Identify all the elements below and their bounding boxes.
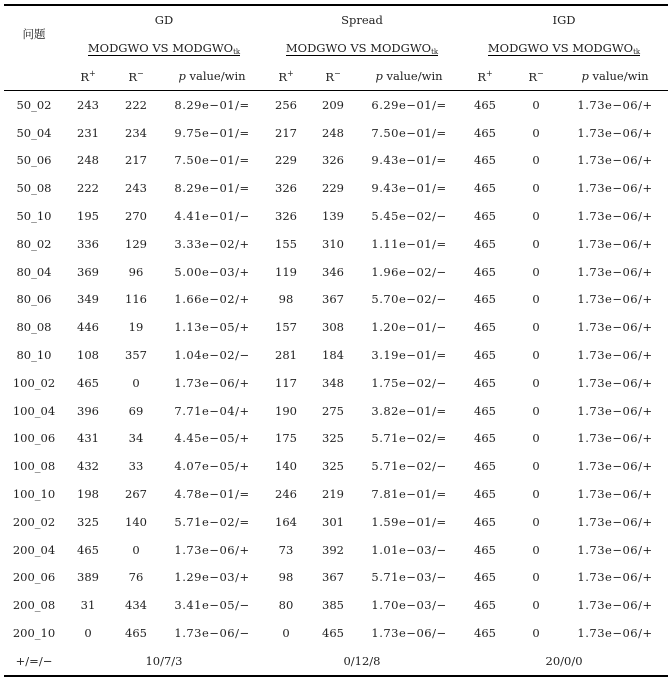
spread-r-plus-cell: 80: [278, 598, 294, 613]
igd-p-value-cell: 1.73e−06/+: [577, 570, 653, 585]
spread-r-plus-cell: 98: [278, 570, 294, 585]
problem-cell: 50_10: [16, 209, 52, 224]
table-row: [4, 619, 668, 647]
gd-r-plus-cell: 0: [84, 626, 92, 641]
spread-r-minus-cell: 346: [322, 264, 344, 279]
gd-r-plus-cell: 369: [77, 264, 99, 279]
gd-p-value-cell: 1.73e−06/+: [174, 375, 250, 390]
gd-r-minus-cell: 234: [125, 125, 147, 140]
problem-cell: 100_04: [12, 403, 56, 418]
spread-p-value-cell: 7.50e−01/=: [371, 125, 447, 140]
igd-r-plus-cell: 465: [474, 209, 496, 224]
gd-r-plus-cell: 336: [77, 236, 99, 251]
spread-r-minus-cell: 325: [322, 459, 344, 474]
spread-p-value-cell: 1.11e−01/=: [371, 236, 447, 251]
gd-r-plus-cell: 431: [77, 431, 99, 446]
gd-p-value-cell: 9.75e−01/=: [174, 125, 250, 140]
igd-r-plus-cell: 465: [474, 403, 496, 418]
igd-p-value-cell: 1.73e−06/+: [577, 514, 653, 529]
spread-p-value-cell: 7.81e−01/=: [371, 487, 447, 502]
table-row: [4, 508, 668, 536]
spread-r-minus-cell: 301: [322, 514, 344, 529]
spread-r-minus-cell: 325: [322, 431, 344, 446]
col-r-minus: R−: [112, 62, 160, 91]
igd-r-plus-cell: 465: [474, 459, 496, 474]
igd-p-value-cell: 1.73e−06/+: [577, 348, 653, 363]
spread-r-plus-cell: 119: [275, 264, 297, 279]
gd-p-value-cell: 3.33e−02/+: [174, 236, 250, 251]
gd-r-minus-cell: 357: [125, 348, 147, 363]
igd-p-value-cell: 1.73e−06/+: [577, 598, 653, 613]
spread-p-value-cell: 3.82e−01/=: [371, 403, 447, 418]
gd-r-minus-cell: 140: [125, 514, 147, 529]
problem-cell: 50_08: [16, 181, 52, 196]
spread-r-plus-cell: 73: [278, 542, 294, 557]
igd-p-value-cell: 1.73e−06/+: [577, 153, 653, 168]
spread-r-minus-cell: 229: [322, 181, 344, 196]
igd-r-minus-cell: 0: [532, 320, 540, 335]
gd-r-minus-cell: 19: [128, 320, 144, 335]
gd-r-plus-cell: 446: [77, 320, 99, 335]
gd-r-minus-cell: 0: [132, 375, 140, 390]
gd-p-value-cell: 1.04e−02/−: [174, 348, 250, 363]
spread-r-plus-cell: 98: [278, 292, 294, 307]
igd-r-minus-cell: 0: [532, 264, 540, 279]
igd-p-value-cell: 1.73e−06/+: [577, 403, 653, 418]
igd-p-value-cell: 1.73e−06/+: [577, 487, 653, 502]
igd-p-value-cell: 1.73e−06/+: [577, 209, 653, 224]
table-row: [4, 147, 668, 175]
igd-r-minus-cell: 0: [532, 153, 540, 168]
table-row: [4, 452, 668, 480]
spread-r-plus-cell: 157: [275, 320, 297, 335]
problem-cell: 100_10: [12, 487, 56, 502]
gd-r-minus-cell: 434: [125, 598, 147, 613]
gd-p-value-cell: 4.45e−05/+: [174, 431, 250, 446]
igd-r-plus-cell: 465: [474, 626, 496, 641]
spread-r-plus-cell: 256: [275, 97, 297, 112]
table-row: [4, 119, 668, 147]
igd-r-minus-cell: 0: [532, 292, 540, 307]
igd-r-minus-cell: 0: [532, 598, 540, 613]
spread-r-plus-cell: 217: [275, 125, 297, 140]
igd-r-minus-cell: 0: [532, 570, 540, 585]
igd-r-minus-cell: 0: [532, 97, 540, 112]
spread-p-value-cell: 5.71e−03/−: [371, 570, 447, 585]
spread-r-plus-cell: 155: [275, 236, 297, 251]
summary-gd: 10/7/3: [64, 647, 264, 676]
results-table: [4, 4, 668, 677]
igd-p-value-cell: 1.73e−06/+: [577, 626, 653, 641]
gd-r-plus-cell: 389: [77, 570, 99, 585]
gd-r-minus-cell: 222: [125, 97, 147, 112]
spread-r-minus-cell: 465: [322, 626, 344, 641]
summary-spread: 0/12/8: [264, 647, 460, 676]
gd-r-minus-cell: 243: [125, 181, 147, 196]
problem-cell: 200_02: [12, 514, 56, 529]
igd-r-minus-cell: 0: [532, 459, 540, 474]
compare-label-gd: MODGWO VS $MODGWO_{tk}$: [87, 40, 241, 56]
igd-p-value-cell: 1.73e−06/+: [577, 375, 653, 390]
gd-r-plus-cell: 325: [77, 514, 99, 529]
gd-p-value-cell: 7.71e−04/+: [174, 403, 250, 418]
igd-p-value-cell: 1.73e−06/+: [577, 264, 653, 279]
gd-r-minus-cell: 69: [128, 403, 144, 418]
igd-r-plus-cell: 465: [474, 348, 496, 363]
col-p-value: p value/win: [562, 62, 668, 91]
col-p-value: p value/win: [358, 62, 460, 91]
gd-r-minus-cell: 33: [128, 459, 144, 474]
problem-cell: 100_06: [12, 431, 56, 446]
table-row: [4, 536, 668, 564]
problem-cell: 200_08: [12, 598, 56, 613]
spread-r-minus-cell: 219: [322, 487, 344, 502]
col-r-minus: R−: [510, 62, 562, 91]
spread-r-plus-cell: 164: [275, 514, 297, 529]
spread-r-plus-cell: 117: [275, 375, 297, 390]
table-row: [4, 425, 668, 453]
igd-r-plus-cell: 465: [474, 181, 496, 196]
igd-r-minus-cell: 0: [532, 181, 540, 196]
igd-r-minus-cell: 0: [532, 209, 540, 224]
table-body: [4, 91, 668, 647]
gd-p-value-cell: 8.29e−01/=: [174, 181, 250, 196]
igd-p-value-cell: 1.73e−06/+: [577, 292, 653, 307]
igd-p-value-cell: 1.73e−06/+: [577, 320, 653, 335]
table-row: [4, 564, 668, 592]
igd-r-plus-cell: 465: [474, 598, 496, 613]
igd-r-minus-cell: 0: [532, 626, 540, 641]
gd-p-value-cell: 4.78e−01/=: [174, 487, 250, 502]
gd-r-plus-cell: 198: [77, 487, 99, 502]
problem-header: 问题: [4, 5, 64, 62]
spread-r-minus-cell: 184: [322, 348, 344, 363]
gd-r-plus-cell: 396: [77, 403, 99, 418]
igd-r-plus-cell: 465: [474, 431, 496, 446]
spread-r-minus-cell: 308: [322, 320, 344, 335]
problem-cell: 50_02: [16, 97, 52, 112]
table-row: [4, 230, 668, 258]
spread-r-minus-cell: 275: [322, 403, 344, 418]
igd-r-minus-cell: 0: [532, 431, 540, 446]
gd-r-minus-cell: 116: [125, 292, 147, 307]
gd-r-minus-cell: 34: [128, 431, 144, 446]
spread-r-plus-cell: 190: [275, 403, 297, 418]
problem-cell: 50_04: [16, 125, 52, 140]
table-row: [4, 369, 668, 397]
spread-r-minus-cell: 326: [322, 153, 344, 168]
spread-r-minus-cell: 348: [322, 375, 344, 390]
igd-r-minus-cell: 0: [532, 348, 540, 363]
spread-p-value-cell: 5.71e−02/−: [371, 459, 447, 474]
spread-r-minus-cell: 209: [322, 97, 344, 112]
summary-label: +/=/−: [4, 647, 64, 676]
header-group-row: [4, 5, 668, 34]
gd-p-value-cell: 1.73e−06/−: [174, 626, 250, 641]
gd-r-plus-cell: 465: [77, 542, 99, 557]
igd-r-minus-cell: 0: [532, 375, 540, 390]
gd-r-plus-cell: 231: [77, 125, 99, 140]
col-r-plus: R+: [264, 62, 308, 91]
gd-r-minus-cell: 96: [128, 264, 144, 279]
gd-r-minus-cell: 465: [125, 626, 147, 641]
spread-r-minus-cell: 310: [322, 236, 344, 251]
problem-cell: 50_06: [16, 153, 52, 168]
col-p-value: p value/win: [160, 62, 264, 91]
col-r-plus: R+: [64, 62, 112, 91]
gd-p-value-cell: 4.41e−01/−: [174, 209, 250, 224]
spread-p-value-cell: 1.01e−03/−: [371, 542, 447, 557]
igd-r-plus-cell: 465: [474, 542, 496, 557]
gd-r-plus-cell: 243: [77, 97, 99, 112]
table-row: [4, 591, 668, 619]
gd-r-plus-cell: 465: [77, 375, 99, 390]
compare-label-igd: MODGWO VS $MODGWO_{tk}$: [487, 40, 641, 56]
spread-r-plus-cell: 281: [275, 348, 297, 363]
problem-cell: 80_06: [16, 292, 52, 307]
spread-r-plus-cell: 0: [282, 626, 290, 641]
gd-r-minus-cell: 129: [125, 236, 147, 251]
spread-p-value-cell: 6.29e−01/=: [371, 97, 447, 112]
spread-p-value-cell: 1.70e−03/−: [371, 598, 447, 613]
header-compare-row: [4, 34, 668, 62]
spread-p-value-cell: 9.43e−01/=: [371, 153, 447, 168]
igd-p-value-cell: 1.73e−06/+: [577, 125, 653, 140]
problem-cell: 80_10: [16, 348, 52, 363]
spread-p-value-cell: 1.59e−01/=: [371, 514, 447, 529]
spread-r-minus-cell: 367: [322, 570, 344, 585]
gd-r-plus-cell: 108: [77, 348, 99, 363]
igd-r-minus-cell: 0: [532, 514, 540, 529]
spread-p-value-cell: 9.43e−01/=: [371, 181, 447, 196]
spread-p-value-cell: 5.71e−02/=: [371, 431, 447, 446]
gd-p-value-cell: 1.29e−03/+: [174, 570, 250, 585]
igd-r-plus-cell: 465: [474, 125, 496, 140]
igd-r-plus-cell: 465: [474, 514, 496, 529]
igd-r-plus-cell: 465: [474, 487, 496, 502]
gd-r-minus-cell: 267: [125, 487, 147, 502]
igd-r-plus-cell: 465: [474, 570, 496, 585]
gd-r-plus-cell: 222: [77, 181, 99, 196]
gd-p-value-cell: 5.71e−02/=: [174, 514, 250, 529]
gd-r-minus-cell: 76: [128, 570, 144, 585]
igd-r-plus-cell: 465: [474, 264, 496, 279]
gd-p-value-cell: 8.29e−01/=: [174, 97, 250, 112]
table-row: [4, 341, 668, 369]
gd-r-plus-cell: 195: [77, 209, 99, 224]
problem-cell: 200_06: [12, 570, 56, 585]
igd-p-value-cell: 1.73e−06/+: [577, 431, 653, 446]
table-row: [4, 258, 668, 286]
spread-r-minus-cell: 385: [322, 598, 344, 613]
igd-r-minus-cell: 0: [532, 403, 540, 418]
gd-p-value-cell: 1.66e−02/+: [174, 292, 250, 307]
igd-r-plus-cell: 465: [474, 320, 496, 335]
summary-igd: 20/0/0: [460, 647, 668, 676]
problem-cell: 100_02: [12, 375, 56, 390]
gd-r-minus-cell: 270: [125, 209, 147, 224]
spread-r-plus-cell: 175: [275, 431, 297, 446]
table-row: [4, 480, 668, 508]
spread-p-value-cell: 1.75e−02/−: [371, 375, 447, 390]
group-title-igd: IGD: [460, 5, 668, 34]
gd-p-value-cell: 1.73e−06/+: [174, 542, 250, 557]
igd-r-plus-cell: 465: [474, 236, 496, 251]
col-r-minus: R−: [308, 62, 358, 91]
gd-r-plus-cell: 248: [77, 153, 99, 168]
table-row: [4, 286, 668, 314]
spread-p-value-cell: 5.45e−02/−: [371, 209, 447, 224]
igd-p-value-cell: 1.73e−06/+: [577, 542, 653, 557]
spread-r-plus-cell: 326: [275, 209, 297, 224]
spread-r-plus-cell: 326: [275, 181, 297, 196]
problem-cell: 200_04: [12, 542, 56, 557]
problem-cell: 80_04: [16, 264, 52, 279]
igd-p-value-cell: 1.73e−06/+: [577, 97, 653, 112]
table-row: [4, 174, 668, 202]
col-r-plus: R+: [460, 62, 510, 91]
igd-r-plus-cell: 465: [474, 292, 496, 307]
problem-cell: 80_02: [16, 236, 52, 251]
gd-p-value-cell: 4.07e−05/+: [174, 459, 250, 474]
spread-p-value-cell: 1.96e−02/−: [371, 264, 447, 279]
spread-p-value-cell: 1.20e−01/−: [371, 320, 447, 335]
table-row: [4, 202, 668, 230]
spread-p-value-cell: 3.19e−01/=: [371, 348, 447, 363]
table-row: [4, 313, 668, 341]
igd-r-plus-cell: 465: [474, 375, 496, 390]
igd-p-value-cell: 1.73e−06/+: [577, 181, 653, 196]
problem-cell: 100_08: [12, 459, 56, 474]
igd-p-value-cell: 1.73e−06/+: [577, 236, 653, 251]
spread-r-minus-cell: 248: [322, 125, 344, 140]
summary-row: [4, 647, 668, 676]
spread-p-value-cell: 1.73e−06/−: [371, 626, 447, 641]
igd-r-minus-cell: 0: [532, 487, 540, 502]
gd-p-value-cell: 3.41e−05/−: [174, 598, 250, 613]
gd-r-plus-cell: 349: [77, 292, 99, 307]
gd-p-value-cell: 7.50e−01/=: [174, 153, 250, 168]
igd-r-minus-cell: 0: [532, 542, 540, 557]
igd-r-plus-cell: 465: [474, 153, 496, 168]
gd-r-plus-cell: 31: [80, 598, 96, 613]
gd-p-value-cell: 5.00e−03/+: [174, 264, 250, 279]
gd-r-plus-cell: 432: [77, 459, 99, 474]
igd-p-value-cell: 1.73e−06/+: [577, 459, 653, 474]
problem-cell: 200_10: [12, 626, 56, 641]
spread-r-plus-cell: 246: [275, 487, 297, 502]
igd-r-plus-cell: 465: [474, 97, 496, 112]
group-title-spread: Spread: [264, 5, 460, 34]
gd-r-minus-cell: 0: [132, 542, 140, 557]
igd-r-minus-cell: 0: [532, 125, 540, 140]
gd-r-minus-cell: 217: [125, 153, 147, 168]
spread-r-plus-cell: 229: [275, 153, 297, 168]
spread-r-minus-cell: 367: [322, 292, 344, 307]
compare-label-spread: MODGWO VS $MODGWO_{tk}$: [285, 40, 439, 56]
gd-p-value-cell: 1.13e−05/+: [174, 320, 250, 335]
spread-p-value-cell: 5.70e−02/−: [371, 292, 447, 307]
group-title-gd: GD: [64, 5, 264, 34]
spread-r-minus-cell: 139: [322, 209, 344, 224]
table-row: [4, 397, 668, 425]
spread-r-minus-cell: 392: [322, 542, 344, 557]
table-row: [4, 91, 668, 119]
spread-r-plus-cell: 140: [275, 459, 297, 474]
igd-r-minus-cell: 0: [532, 236, 540, 251]
header-sub-row: [4, 62, 668, 91]
problem-cell: 80_08: [16, 320, 52, 335]
problem-header-spacer: [4, 62, 64, 91]
